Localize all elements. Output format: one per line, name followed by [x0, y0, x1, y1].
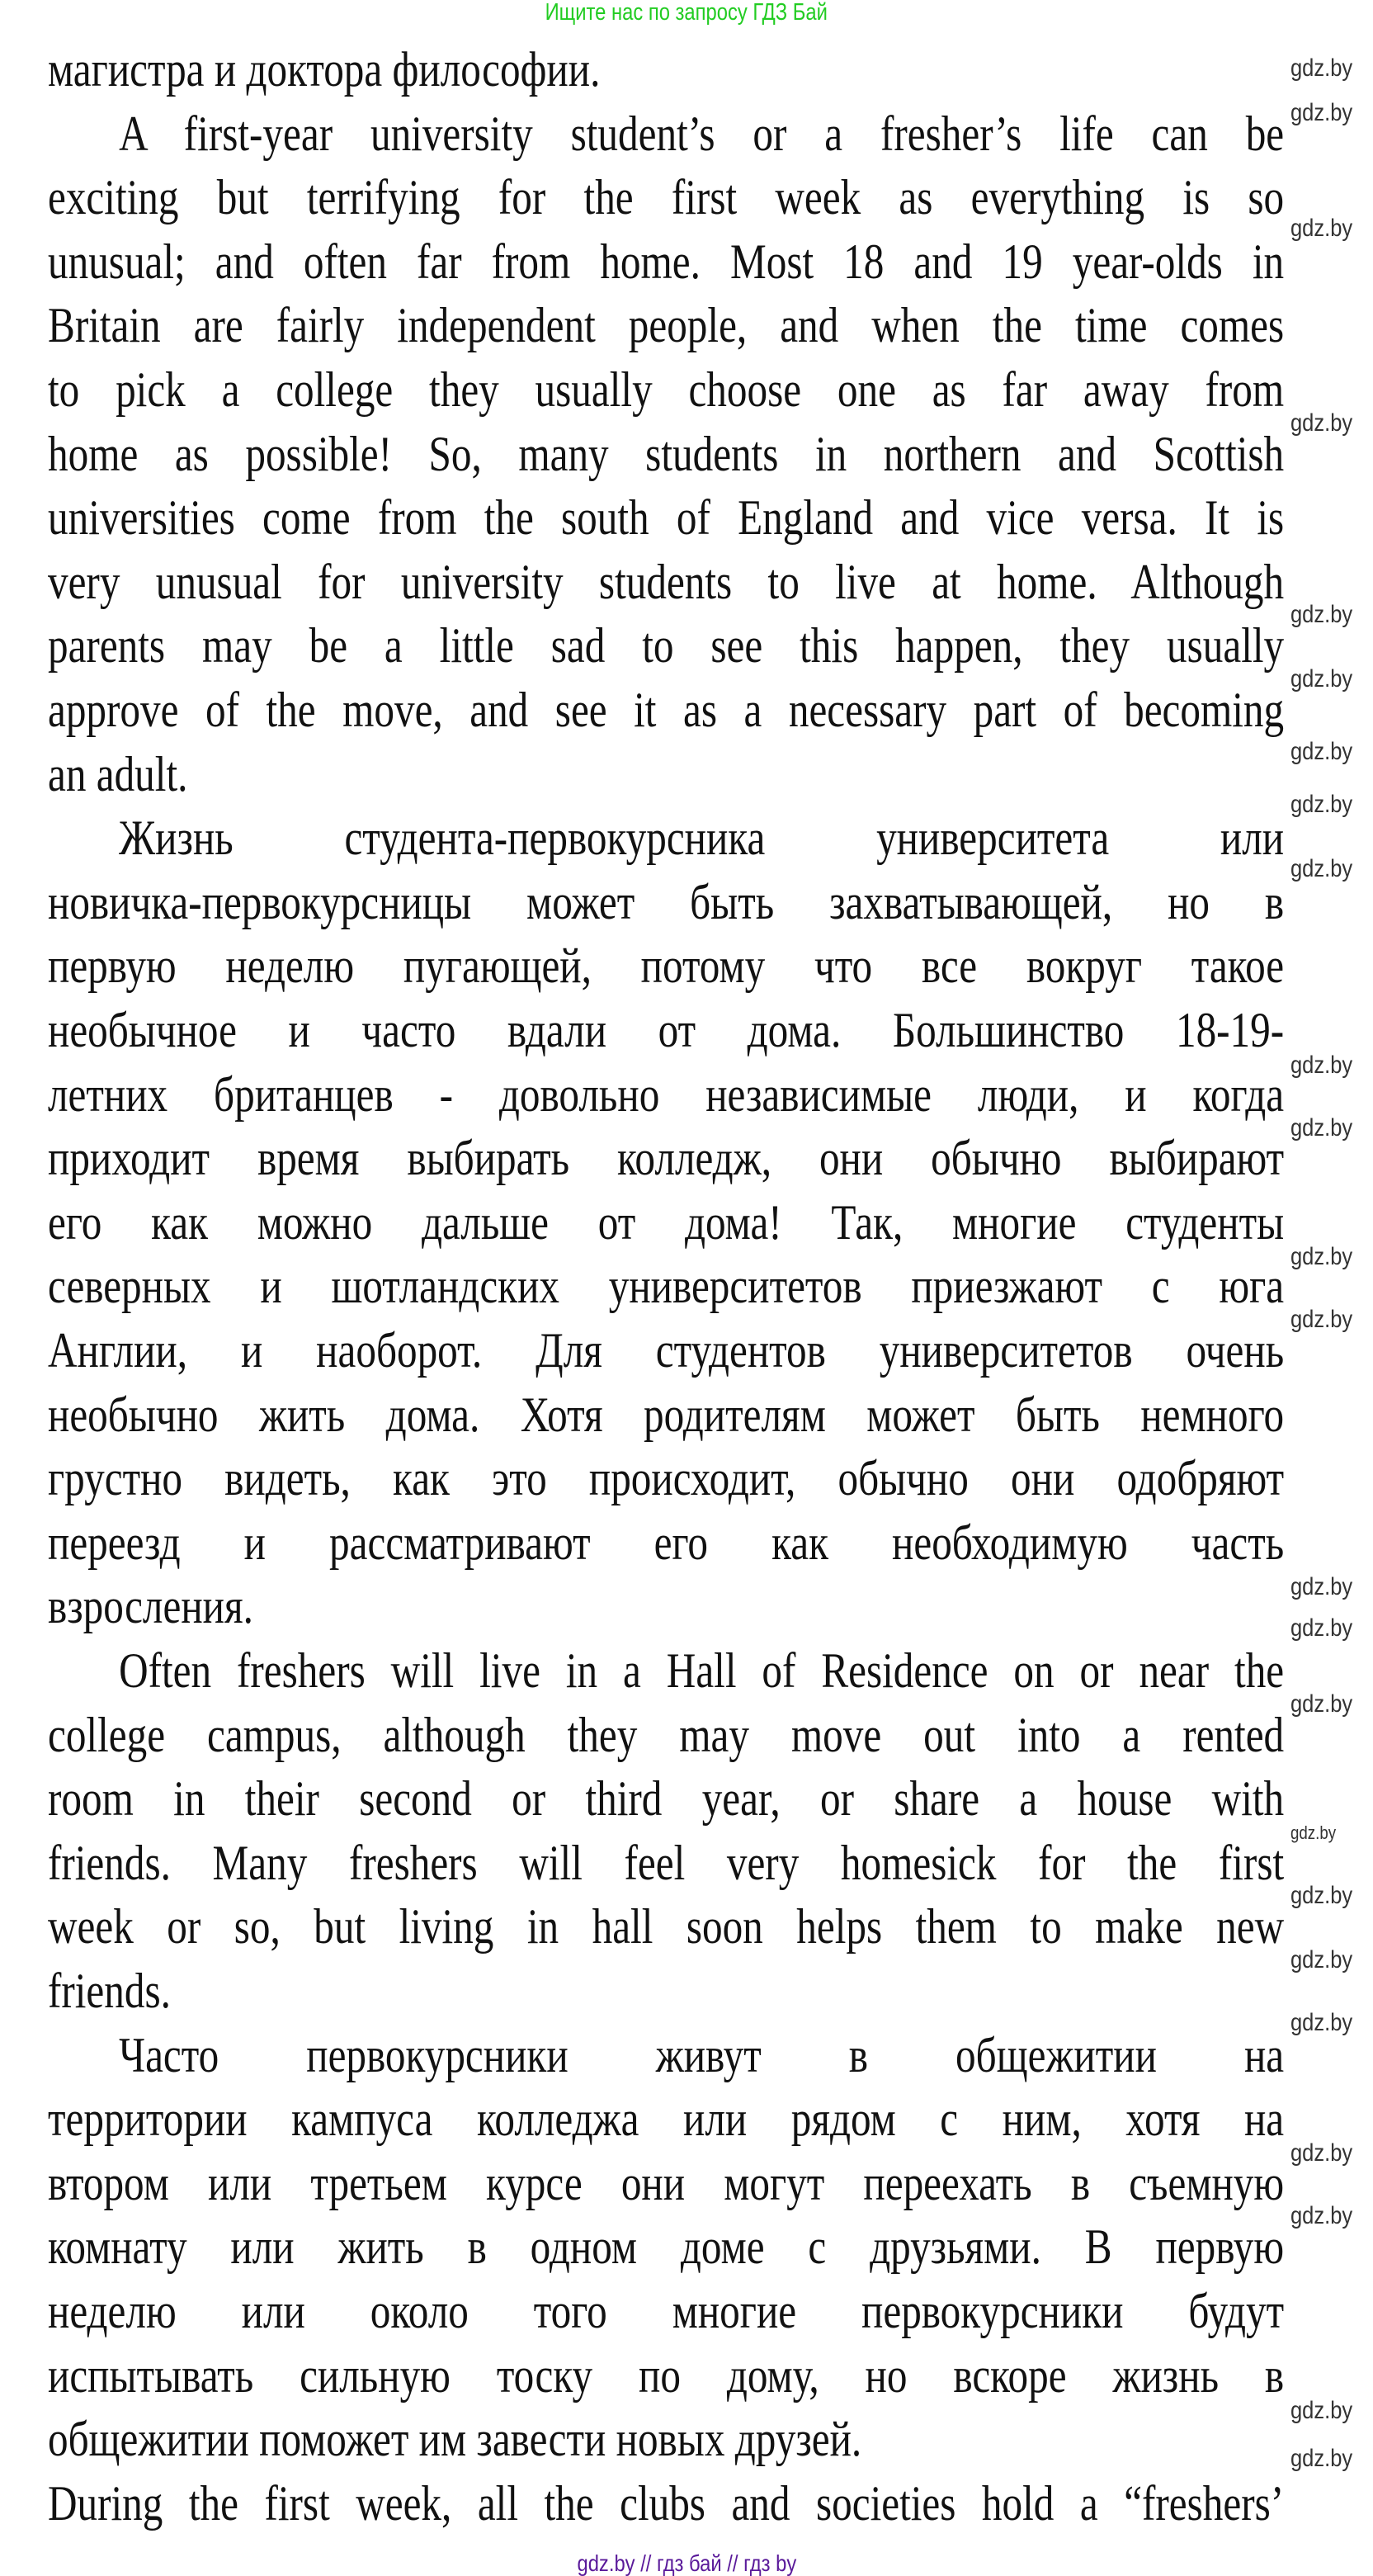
text-line: приходит время выбирать колледж, они обычно выбирают: [48, 1131, 1285, 1186]
text-line: летних британцев - довольно независимые люди, и когда: [48, 1066, 1285, 1122]
text-line: Жизнь студента-первокурсника университета или: [119, 811, 1285, 866]
text-line: During the first week, all the clubs and societies hold a “freshers’: [48, 2475, 1285, 2531]
text-line: необычно жить дома. Хотя родителям может быть немного: [48, 1387, 1285, 1442]
watermark: gdz.by: [1290, 2139, 1353, 2167]
watermark: gdz.by: [1290, 2445, 1353, 2472]
watermark: gdz.by: [1290, 2009, 1353, 2036]
watermark: gdz.by: [1290, 1690, 1353, 1718]
text-line: общежитии поможет им завести новых друзей.: [48, 2412, 862, 2467]
text-line: комнату или жить в одном доме с друзьями. В первую: [48, 2219, 1285, 2275]
watermark: gdz.by: [1290, 215, 1353, 242]
watermark: gdz.by: [1290, 1614, 1353, 1642]
text-line: parents may be a little sad to see this happen, they usually: [48, 618, 1285, 674]
watermark: gdz.by: [1290, 1573, 1353, 1600]
watermark: gdz.by: [1290, 1882, 1353, 1909]
watermark: gdz.by: [1290, 665, 1353, 692]
text-line: втором или третьем курсе они могут переехать в съемную: [48, 2155, 1285, 2210]
text-line: unusual; and often far from home. Most 18 and 19 year-olds in: [48, 234, 1285, 289]
watermark: gdz.by: [1290, 54, 1353, 82]
text-line: Англии, и наоборот. Для студентов университетов очень: [48, 1323, 1285, 1378]
watermark: gdz.by: [1290, 1114, 1353, 1141]
text-line: to pick a college they usually choose one as far away from: [48, 362, 1285, 417]
text-line: exciting but terrifying for the first week as everything is so: [48, 170, 1285, 225]
text-line: Часто первокурсники живут в общежитии на: [119, 2027, 1285, 2082]
text-line: переезд и рассматривают его как необходимую часть: [48, 1515, 1285, 1570]
watermark: gdz.by: [1290, 1822, 1337, 1843]
text-line: неделю или около того многие первокурсники будут: [48, 2284, 1285, 2338]
text-line: A first-year university student’s or a fresher’s life can be: [119, 106, 1285, 161]
text-line: магистра и доктора философии.: [48, 42, 601, 97]
text-line: его как можно дальше от дома! Так, многие студенты: [48, 1194, 1285, 1250]
text-line: universities come from the south of England and vice versa. It is: [48, 490, 1285, 546]
text-line: северных и шотландских университетов приезжают с юга: [48, 1259, 1285, 1314]
watermark: gdz.by: [1290, 99, 1353, 126]
text-line: новичка-первокурсницы может быть захватывающей, но в: [48, 874, 1285, 929]
text-line: room in their second or third year, or share a house with: [48, 1771, 1285, 1827]
watermark: gdz.by: [1290, 855, 1353, 882]
text-line: грустно видеть, как это происходит, обычно они одобряют: [48, 1451, 1285, 1506]
watermark: gdz.by: [1290, 2202, 1353, 2229]
watermark: gdz.by: [1290, 1946, 1353, 1973]
watermark: gdz.by: [1290, 791, 1353, 818]
watermark: gdz.by: [1290, 409, 1353, 437]
watermark: gdz.by: [1290, 2397, 1353, 2424]
watermark: gdz.by: [1290, 1243, 1353, 1270]
footer-links[interactable]: [0, 2550, 1373, 2576]
watermark: gdz.by: [1290, 1306, 1353, 1333]
text-line: взросления.: [48, 1579, 253, 1634]
watermark: gdz.by: [1290, 601, 1353, 628]
text-line: home as possible! So, many students in northern and Scottish: [48, 426, 1285, 481]
text-line: первую неделю пугающей, потому что все вокруг такое: [48, 938, 1285, 994]
text-line: friends.: [48, 1964, 171, 2018]
text-line: friends. Many freshers will feel very homesick for the first: [48, 1835, 1285, 1890]
text-line: территории кампуса колледжа или рядом с ним, хотя на: [48, 2092, 1285, 2147]
text-line: week or so, but living in hall soon helps them to make new: [48, 1899, 1285, 1954]
text-line: испытывать сильную тоску по дому, но вскоре жизнь в: [48, 2347, 1285, 2403]
text-line: Britain are fairly independent people, and when the time comes: [48, 298, 1285, 353]
footer-links-text[interactable]: gdz.by // гдз бай // гдз by: [577, 2550, 796, 2576]
text-line: необычное и часто вдали от дома. Большинство 18-19-: [48, 1003, 1285, 1057]
text-line: an adult.: [48, 746, 188, 801]
watermark: gdz.by: [1290, 738, 1353, 765]
watermark: gdz.by: [1290, 1052, 1353, 1079]
search-hint-banner: [0, 0, 1373, 26]
text-line: approve of the move, and see it as a necessary part of becoming: [48, 683, 1285, 737]
text-line: very unusual for university students to live at home. Although: [48, 554, 1285, 609]
text-line: college campus, although they may move out into a rented: [48, 1707, 1285, 1762]
search-hint-text: Ищите нас по запросу ГДЗ Бай: [545, 0, 828, 26]
text-line: Often freshers will live in a Hall of Residence on or near the: [119, 1643, 1285, 1698]
